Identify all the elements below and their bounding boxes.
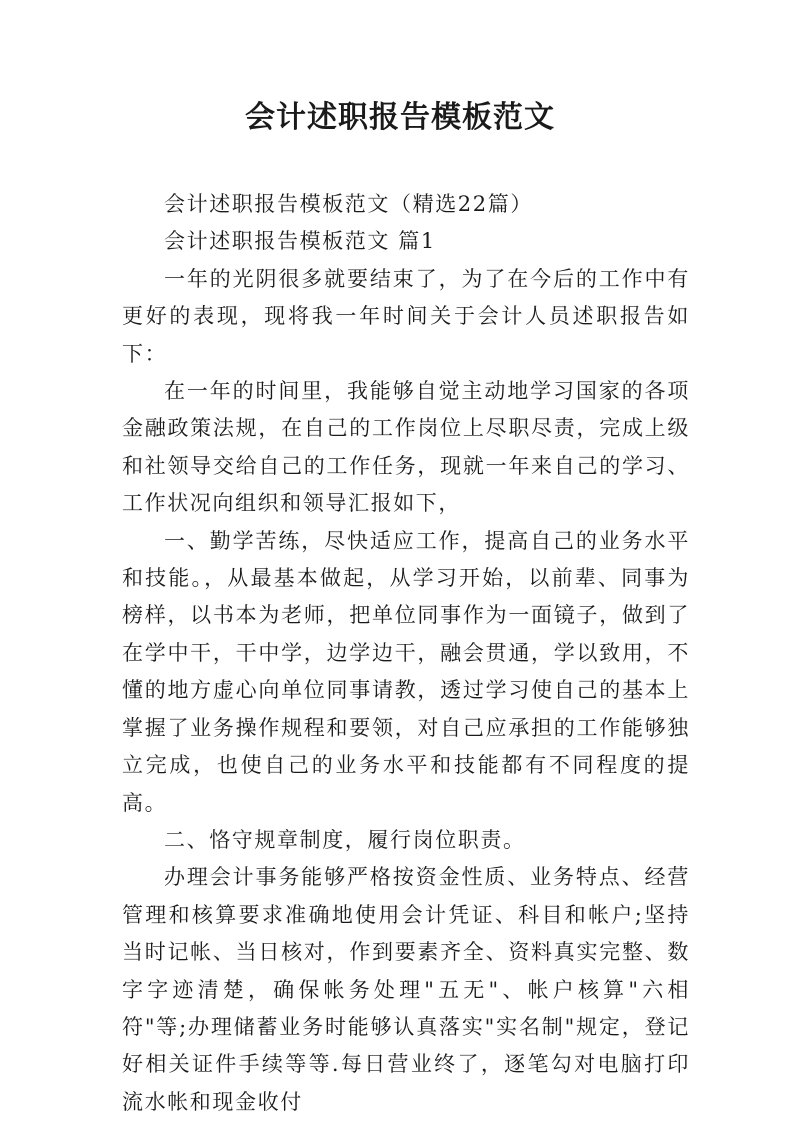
paragraph-summary: 在一年的时间里，我能够自觉主动地学习国家的各项金融政策法规，在自己的工作岗位上尽职尽责，完成上级和社领导交给自己的工作任务，现就一年来自己的学习、工作状况向组织和领导汇报如下， [122,379,690,516]
document-title: 会计述职报告模板范文 [245,100,555,135]
paragraph-point-two-body: 办理会计事务能够严格按资金性质、业务特点、经营管理和核算要求准确地使用会计凭证、科目和帐户;坚持当时记帐、当日核对，作到要素齐全、资料真实完整、数字字迹清楚，确保帐务处理"五无"、帐户核算"六相符"等;办理储蓄业务时能够认真落实"实名制"规定，登记好相关证件手续等等.每日营业终了，逐笔勾对电脑打印流水帐和现金收付 [122,865,690,1114]
paragraph-point-two-heading: 二、恪守规章制度，履行岗位职责。 [164,827,526,852]
paragraph-point-one: 一、勤学苦练，尽快适应工作，提高自己的业务水平和技能。，从最基本做起，从学习开始，以前辈、同事为榜样，以书本为老师，把单位同事作为一面镜子，做到了在学中干，干中学，边学边干，融会贯通，学以致用，不懂的地方虚心向单位同事请教，透过学习使自己的基本上掌握了业务操作规程和要领，对自己应承担的工作能够独立完成，也使自己的业务水平和技能都有不同程度的提高。 [122,528,690,815]
document-body [122,186,690,1121]
paragraph-section-heading: 会计述职报告模板范文 篇1 [164,229,436,254]
paragraph-subtitle: 会计述职报告模板范文（精选22篇） [164,192,533,216]
paragraph-intro: 一年的光阴很多就要结束了，为了在今后的工作中有更好的表现，现将我一年时间关于会计人员述职报告如下： [122,266,690,366]
